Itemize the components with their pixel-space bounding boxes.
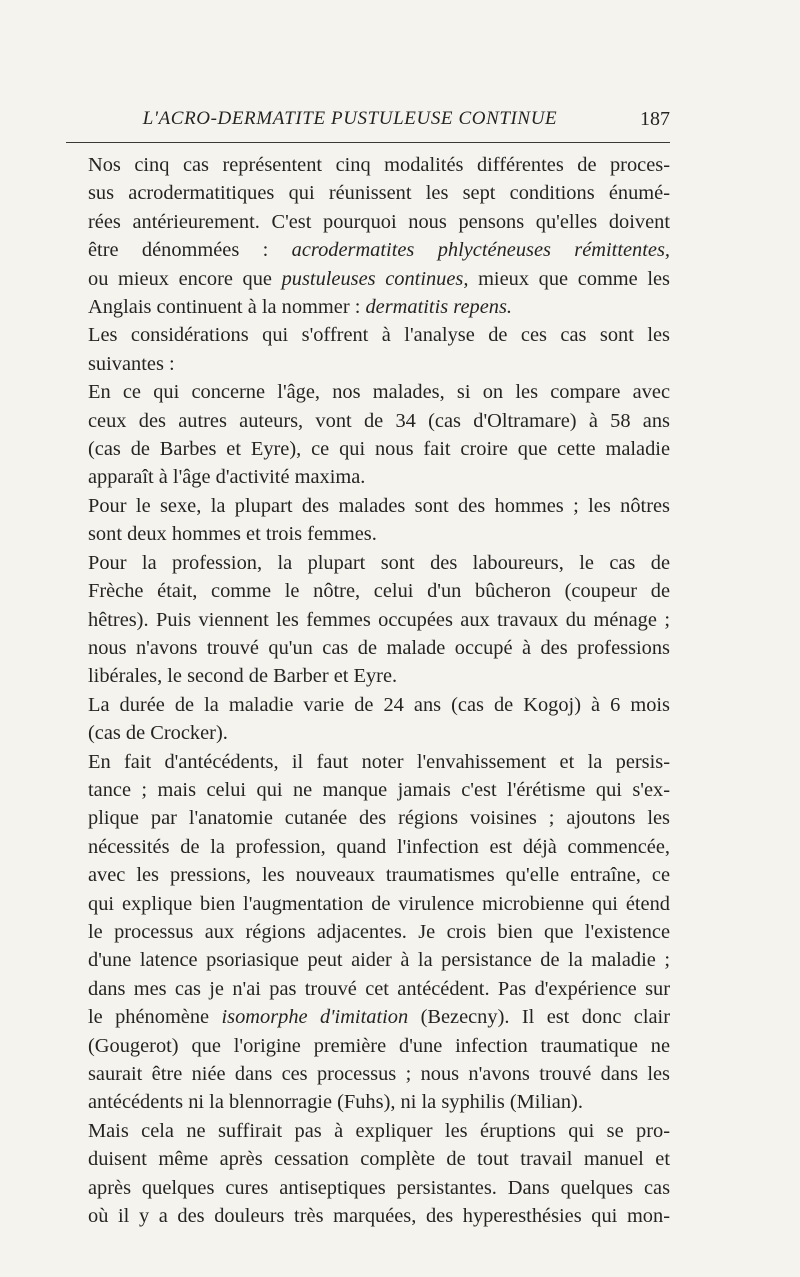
text-line: antécédents ni la blennorragie (Fuhs), ni la syphilis (Milian).: [88, 1091, 583, 1114]
text-line: qui explique bien l'augmentation de virulence microbienne qui étend: [88, 892, 670, 915]
text-span: Anglais continuent à la nommer :: [88, 296, 366, 319]
text-line: rées antérieurement. C'est pourquoi nous pensons qu'elles doivent: [88, 210, 670, 233]
italic-term: acrodermatites phlycténeuses rémittentes,: [291, 239, 670, 262]
text-line: après quelques cures antiseptiques persistantes. Dans quelques cas: [88, 1176, 670, 1199]
text-line: saurait être niée dans ces processus ; nous n'avons trouvé dans les: [88, 1063, 670, 1085]
text-line: tance ; mais celui qui ne manque jamais c'est l'érétisme qui s'ex-: [88, 778, 670, 801]
text-line: (Gougerot) que l'origine première d'une infection traumatique ne: [88, 1034, 670, 1057]
text-line: [66, 293, 670, 321]
header-rule: [66, 142, 670, 143]
text-line: (cas de Barbes et Eyre), ce qui nous fait croire que cette maladie: [88, 438, 670, 461]
text-line: Mais cela ne suffirait pas à expliquer les éruptions qui se pro-: [88, 1119, 670, 1142]
text-line: hêtres). Puis viennent les femmes occupées aux travaux du ménage ;: [88, 608, 670, 631]
text-line: Pour la profession, la plupart sont des laboureurs, le cas de: [88, 551, 670, 574]
paragraph-2: [66, 321, 670, 378]
text-line: le processus aux régions adjacentes. Je crois bien que l'existence: [88, 920, 670, 943]
paragraph-3: [66, 378, 670, 492]
running-title: L'ACRO-DERMATITE PUSTULEUSE CONTINUE: [142, 108, 558, 129]
text-line: Nos cinq cas représentent cinq modalités différentes de proces-: [88, 154, 670, 176]
text-line: suivantes :: [88, 352, 175, 375]
text-line: [66, 1003, 670, 1031]
body-text: [66, 151, 670, 1230]
text-line: nécessités de la profession, quand l'infection est déjà commencée,: [88, 835, 670, 858]
text-span: le phénomène: [88, 1006, 222, 1029]
text-line: dans mes cas je n'ai pas trouvé cet antécédent. Pas d'expérience sur: [88, 977, 670, 1000]
text-line: [66, 265, 670, 293]
page-number: 187: [640, 108, 670, 130]
paragraph-7: [66, 748, 670, 1117]
text-line: apparaît à l'âge d'activité maxima.: [88, 466, 366, 489]
text-line: ceux des autres auteurs, vont de 34 (cas d'Oltramare) à 58 ans: [88, 409, 670, 432]
text-span: (Bezecny). Il est donc clair: [408, 1006, 670, 1029]
text-line: Frèche était, comme le nôtre, celui d'un bûcheron (coupeur de: [88, 580, 670, 603]
text-line: Les considérations qui s'offrent à l'analyse de ces cas sont les: [88, 324, 670, 347]
text-line: où il y a des douleurs très marquées, des hyperesthésies qui mon-: [88, 1205, 670, 1228]
text-line: sont deux hommes et trois femmes.: [88, 523, 377, 546]
text-span: être dénommées :: [88, 239, 292, 262]
text-line: nous n'avons trouvé qu'un cas de malade occupé à des professions: [88, 636, 670, 659]
italic-term: isomorphe d'imitation: [221, 1006, 409, 1029]
text-line: sus acrodermatitiques qui réunissent les sept conditions énumé-: [88, 182, 670, 205]
text-span: ou mieux encore que: [88, 267, 282, 290]
text-line: En ce qui concerne l'âge, nos malades, si on les compare avec: [88, 381, 670, 404]
paragraph-1: [66, 151, 670, 321]
italic-term: pustuleuses continues,: [281, 267, 469, 290]
text-line: [66, 236, 670, 264]
text-line: avec les pressions, les nouveaux traumatismes qu'elle entraîne, ce: [88, 864, 670, 887]
paragraph-8: [66, 1117, 670, 1231]
text-span: mieux que comme les: [468, 267, 670, 290]
italic-term: dermatitis repens.: [365, 296, 512, 319]
paragraph-4: [66, 492, 670, 549]
paragraph-5: [66, 549, 670, 691]
text-line: plique par l'anatomie cutanée des régions voisines ; ajoutons les: [88, 807, 670, 830]
text-line: (cas de Crocker).: [88, 722, 228, 745]
text-line: d'une latence psoriasique peut aider à la persistance de la maladie ;: [88, 949, 670, 972]
paragraph-6: [66, 691, 670, 748]
text-line: La durée de la maladie varie de 24 ans (cas de Kogoj) à 6 mois: [88, 693, 670, 716]
text-line: duisent même après cessation complète de tout travail manuel et: [88, 1148, 670, 1171]
text-line: Pour le sexe, la plupart des malades sont des hommes ; les nôtres: [88, 494, 670, 517]
page-header: [66, 108, 670, 138]
text-line: libérales, le second de Barber et Eyre.: [88, 665, 398, 688]
text-line: En fait d'antécédents, il faut noter l'envahissement et la persis-: [88, 750, 670, 773]
